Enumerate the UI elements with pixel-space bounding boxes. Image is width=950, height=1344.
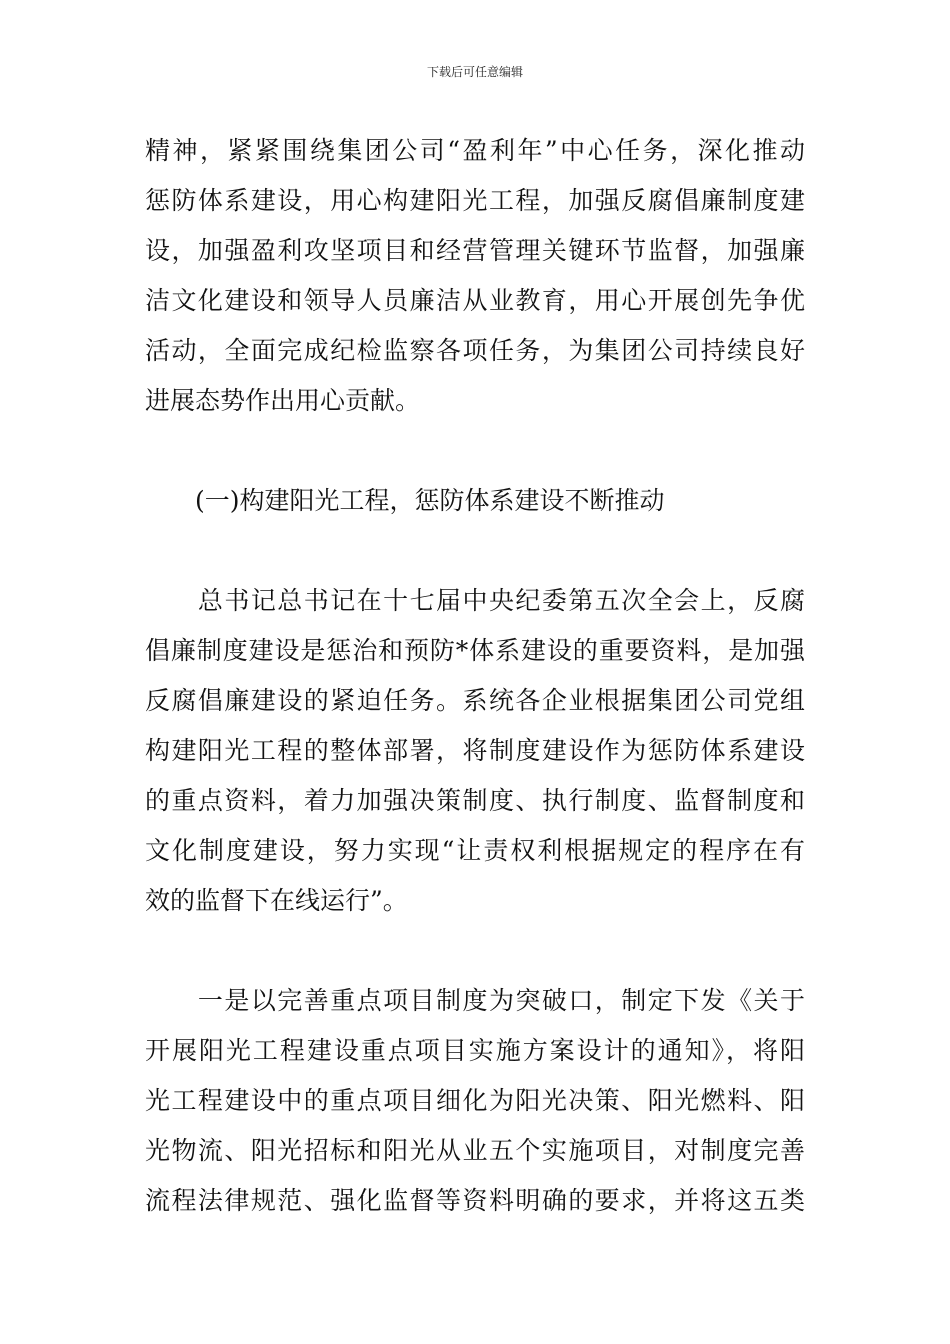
text-line: 文化制度建设，努力实现“让责权利根据规定的程序在有 [145, 836, 805, 865]
text-line: 总书记总书记在十七届中央纪委第五次全会上，反腐 [145, 586, 805, 615]
text-line: 设，加强盈利攻坚项目和经营管理关键环节监督，加强廉 [145, 236, 805, 265]
heading-text: (一)构建阳光工程，惩防体系建设不断推动 [145, 486, 665, 515]
paragraph-system-building [145, 576, 805, 926]
text-line: 洁文化建设和领导人员廉洁从业教育，用心开展创先争优 [145, 286, 805, 315]
text-line: 反腐倡廉建设的紧迫任务。系统各企业根据集团公司党组 [145, 686, 805, 715]
text-line: 效的监督下在线运行”。 [145, 886, 408, 915]
text-line: 构建阳光工程的整体部署，将制度建设作为惩防体系建设 [145, 736, 805, 765]
text-line: 光物流、阳光招标和阳光从业五个实施项目，对制度完善 [145, 1136, 805, 1165]
paragraph-gap [145, 926, 805, 976]
paragraph-gap [145, 426, 805, 476]
paragraph-key-projects [145, 976, 805, 1226]
text-line: 流程法律规范、强化监督等资料明确的要求，并将这五类 [145, 1186, 805, 1215]
document-body [145, 126, 805, 1226]
text-line: 光工程建设中的重点项目细化为阳光决策、阳光燃料、阳 [145, 1086, 805, 1115]
text-line: 一是以完善重点项目制度为突破口，制定下发《关于 [145, 986, 805, 1015]
text-line: 倡廉制度建设是惩治和预防*体系建设的重要资料，是加强 [145, 636, 805, 665]
text-line: 开展阳光工程建设重点项目实施方案设计的通知》，将阳 [145, 1036, 805, 1065]
text-line: 活动，全面完成纪检监察各项任务，为集团公司持续良好 [145, 336, 805, 365]
text-line: 惩防体系建设，用心构建阳光工程，加强反腐倡廉制度建 [145, 186, 805, 215]
paragraph-gap [145, 526, 805, 576]
section-heading [145, 476, 805, 526]
text-line: 精神，紧紧围绕集团公司“盈利年”中心任务，深化推动 [145, 136, 805, 165]
page-header: 下载后可任意编辑 [426, 65, 523, 79]
paragraph-intro [145, 126, 805, 426]
text-line: 的重点资料，着力加强决策制度、执行制度、监督制度和 [145, 786, 805, 815]
text-line: 进展态势作出用心贡献。 [145, 386, 421, 415]
